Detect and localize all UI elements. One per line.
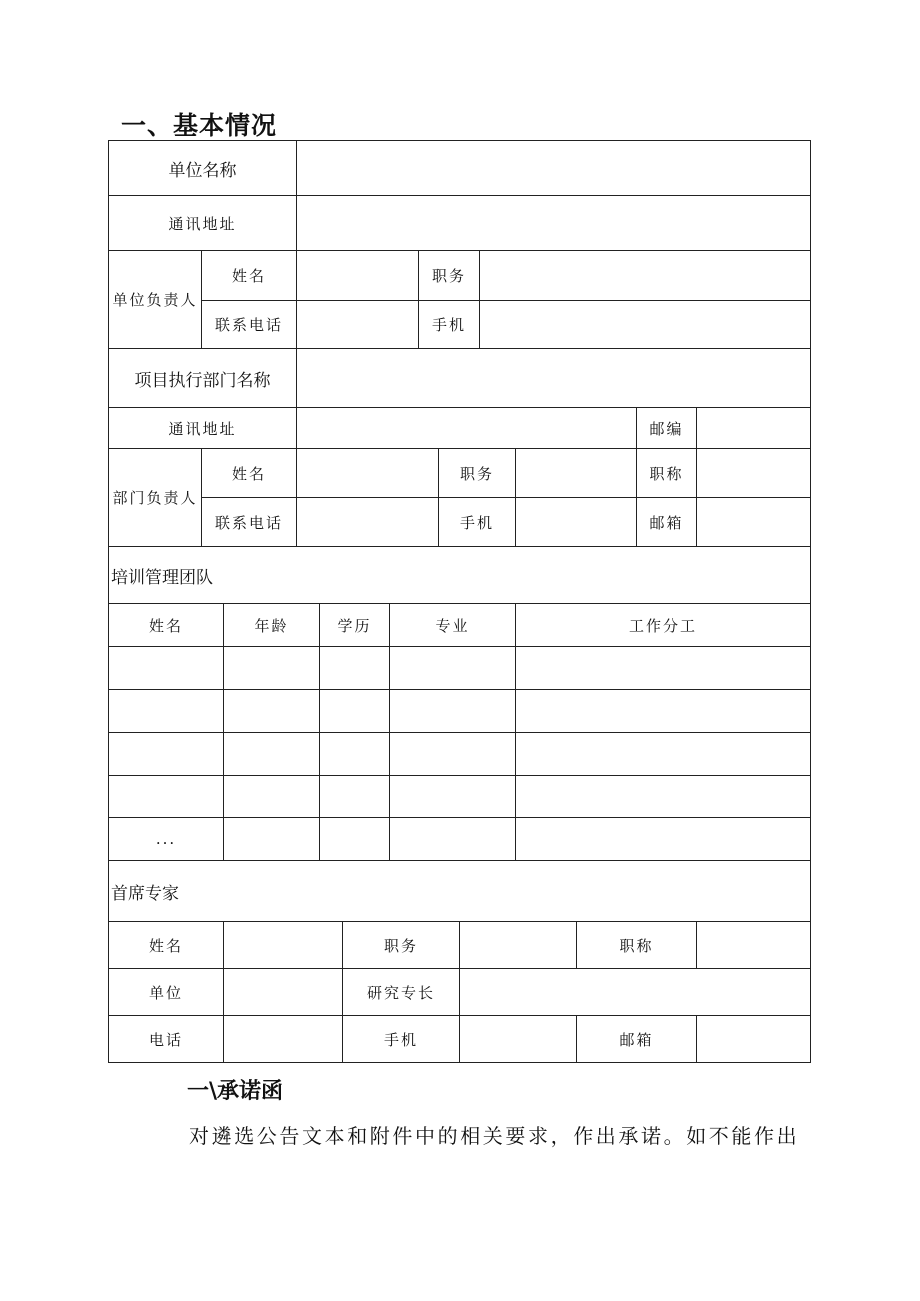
expert-unit-label: 单位 [148,983,183,1002]
expert-mobile-label: 手机 [383,1030,418,1049]
unit-leader-phone-label: 联系电话 [214,316,283,334]
expert-title-label: 职称 [619,936,654,955]
dept-leader-title-label: 职称 [649,464,684,483]
dept-leader-name-label: 姓名 [231,464,266,483]
dept-leader-phone-label: 联系电话 [214,513,283,532]
dept-leader-label: 部门负责人 [112,489,198,507]
team-col-major: 专业 [435,616,470,635]
expert-title: 首席专家 [111,883,179,904]
team-col-name: 姓名 [148,616,183,635]
unit-leader-position-label: 职务 [431,267,466,285]
unit-name-label: 单位名称 [168,160,237,181]
unit-leader-label: 单位负责人 [112,291,198,309]
expert-name-label: 姓名 [148,936,183,955]
team-col-age: 年龄 [254,616,289,635]
dept-leader-position-label: 职务 [459,464,494,483]
expert-position-label: 职务 [383,936,418,955]
dept-leader-mobile-label: 手机 [459,513,494,532]
section-title-basic-info: 一、基本情况 [121,111,278,140]
team-title: 培训管理团队 [111,567,213,588]
expert-research-label: 研究专长 [366,983,435,1002]
dept-leader-email-label: 邮箱 [649,513,684,532]
unit-leader-name-label: 姓名 [231,267,266,285]
unit-leader-mobile-label: 手机 [431,316,466,334]
expert-phone-label: 电话 [148,1030,183,1049]
team-col-duty: 工作分工 [628,616,697,635]
commitment-paragraph: 对遴选公告文本和附件中的相关要求，作出承诺。如不能作出 [189,1124,800,1148]
dept-postcode-label: 邮编 [649,419,684,438]
unit-address-label: 通讯地址 [168,214,237,233]
dept-address-label: 通讯地址 [168,419,237,438]
dept-name-label: 项目执行部门名称 [134,370,271,391]
section-title-commitment: 一\承诺函 [187,1079,284,1104]
team-ellipsis: ... [155,830,177,848]
expert-email-label: 邮箱 [619,1030,654,1049]
team-col-education: 学历 [337,616,372,635]
